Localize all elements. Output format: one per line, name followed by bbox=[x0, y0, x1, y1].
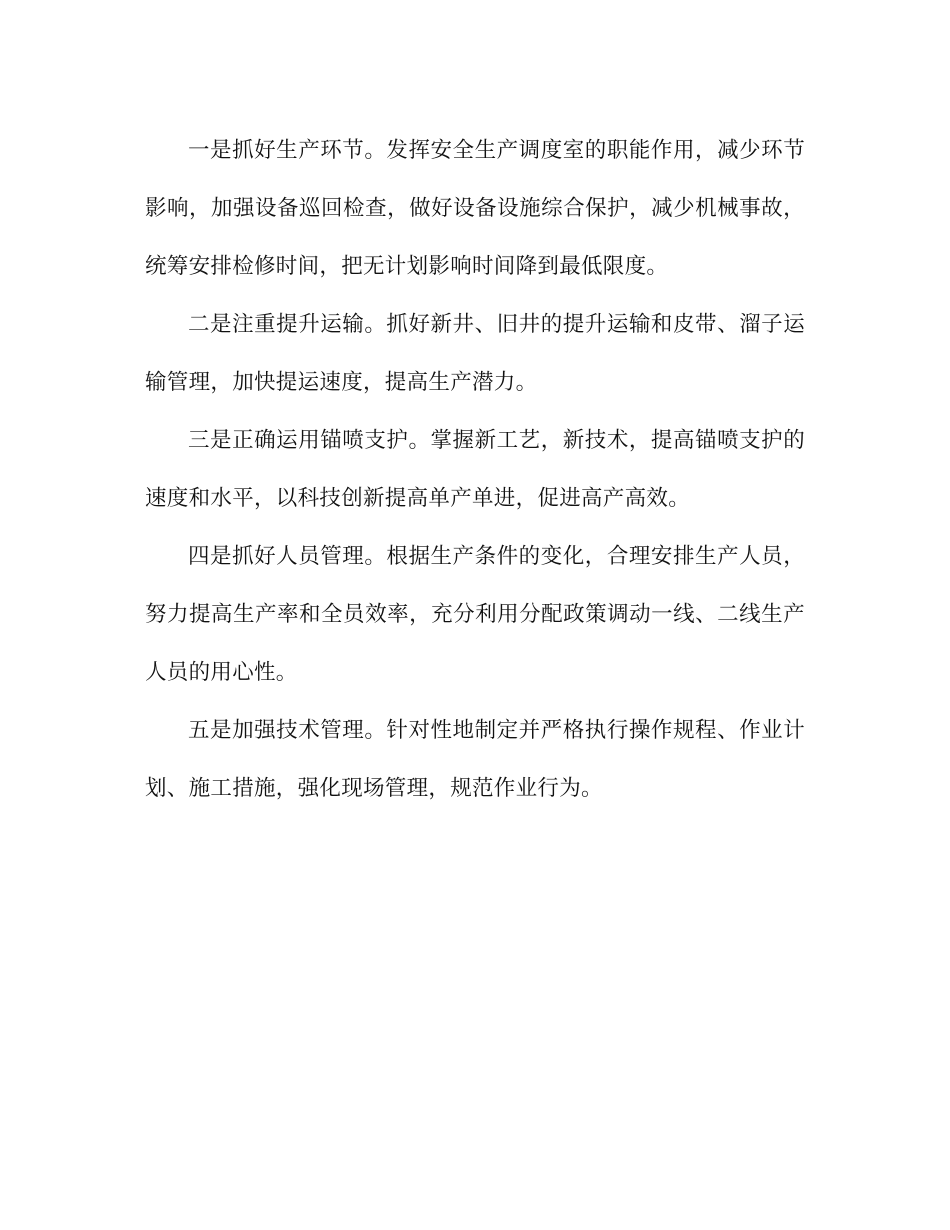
paragraph-personnel: 四是抓好人员管理。根据生产条件的变化，合理安排生产人员，努力提高生产率和全员效率，充分利用分配政策调动一线、二线生产人员的用心性。 bbox=[145, 544, 805, 685]
paragraph-support: 三是正确运用锚喷支护。掌握新工艺，新技术，提高锚喷支护的速度和水平，以科技创新提高单产单进，促进高产高效。 bbox=[145, 428, 805, 511]
paragraph-production: 一是抓好生产环节。发挥安全生产调度室的职能作用，减少环节影响，加强设备巡回检查，做好设备设施综合保护，减少机械事故，统筹安排检修时间，把无计划影响时间降到最低限度。 bbox=[145, 138, 805, 279]
document-body bbox=[145, 122, 805, 818]
paragraph-technical: 五是加强技术管理。针对性地制定并严格执行操作规程、作业计划、施工措施，强化现场管理，规范作业行为。 bbox=[145, 718, 805, 801]
paragraph-transport: 二是注重提升运输。抓好新井、旧井的提升运输和皮带、溜子运输管理，加快提运速度，提高生产潜力。 bbox=[145, 312, 805, 395]
